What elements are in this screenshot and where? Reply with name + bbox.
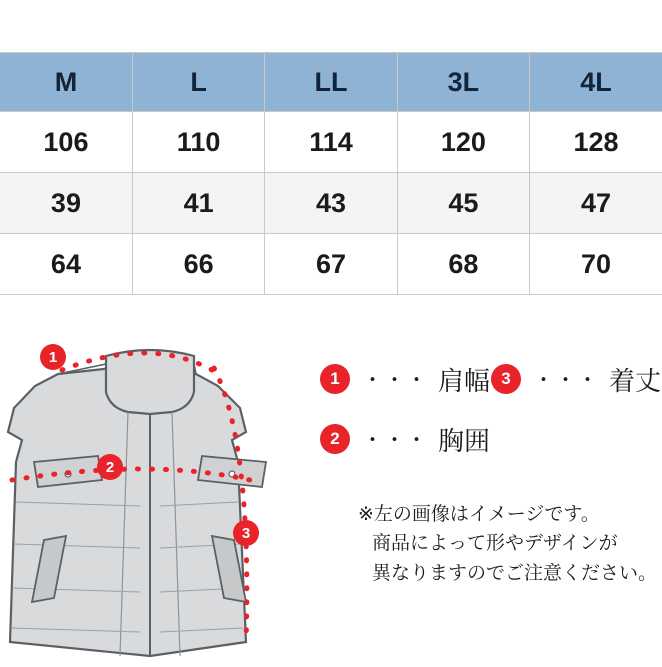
column-header-4l: 4L [530, 53, 662, 112]
table-row [0, 112, 662, 173]
note-line-1: ※左の画像はイメージです。 [358, 503, 600, 525]
cell-length-4l: 70 [530, 234, 662, 295]
column-header-m: M [0, 53, 132, 112]
cell-shoulder-ll: 43 [265, 173, 397, 234]
legend-badge-2: 2 [320, 424, 350, 454]
size-table-container [0, 52, 662, 295]
legend-dots: ・・・ [362, 429, 428, 452]
table-row [0, 234, 662, 295]
cell-chest-m: 106 [0, 112, 132, 173]
disclaimer-note [358, 500, 658, 588]
cell-chest-4l: 128 [530, 112, 662, 173]
marker-length: 3 [233, 520, 259, 546]
marker-shoulder: 1 [40, 344, 66, 370]
cell-chest-3l: 120 [397, 112, 529, 173]
cell-length-m: 64 [0, 234, 132, 295]
legend-dots: ・・・ [362, 369, 428, 392]
illustration-and-legend [0, 300, 662, 662]
legend-item-shoulder [320, 361, 491, 398]
legend-row-2 [320, 422, 662, 456]
note-line-2: 商品によって形やデザインが [372, 532, 618, 555]
legend-item-chest [320, 421, 506, 458]
legend-item-length [491, 361, 662, 398]
cell-chest-ll: 114 [265, 112, 397, 173]
cell-shoulder-4l: 47 [530, 173, 662, 234]
legend-badge-3: 3 [491, 364, 521, 394]
cell-shoulder-l: 41 [132, 173, 264, 234]
cell-length-l: 66 [132, 234, 264, 295]
column-header-ll: LL [265, 53, 397, 112]
legend-label-shoulder: 肩幅 [438, 366, 491, 397]
legend [320, 362, 662, 482]
column-header-3l: 3L [397, 53, 529, 112]
cell-length-3l: 68 [397, 234, 529, 295]
vest-illustration [0, 312, 300, 662]
size-table-body [0, 112, 662, 295]
cell-shoulder-3l: 45 [397, 173, 529, 234]
size-table [0, 52, 662, 295]
cell-chest-l: 110 [132, 112, 264, 173]
legend-label-chest: 胸囲 [438, 426, 491, 457]
table-row [0, 173, 662, 234]
legend-badge-1: 1 [320, 364, 350, 394]
table-header-row [0, 53, 662, 112]
marker-chest: 2 [97, 454, 123, 480]
cell-length-ll: 67 [265, 234, 397, 295]
legend-label-length: 着丈 [609, 366, 662, 397]
size-table-head [0, 53, 662, 112]
column-header-l: L [132, 53, 264, 112]
note-line-3: 異なりますのでご注意ください。 [372, 561, 658, 584]
vest-collar [106, 350, 194, 414]
cell-shoulder-m: 39 [0, 173, 132, 234]
legend-dots: ・・・ [533, 369, 599, 392]
legend-row-1 [320, 362, 662, 396]
